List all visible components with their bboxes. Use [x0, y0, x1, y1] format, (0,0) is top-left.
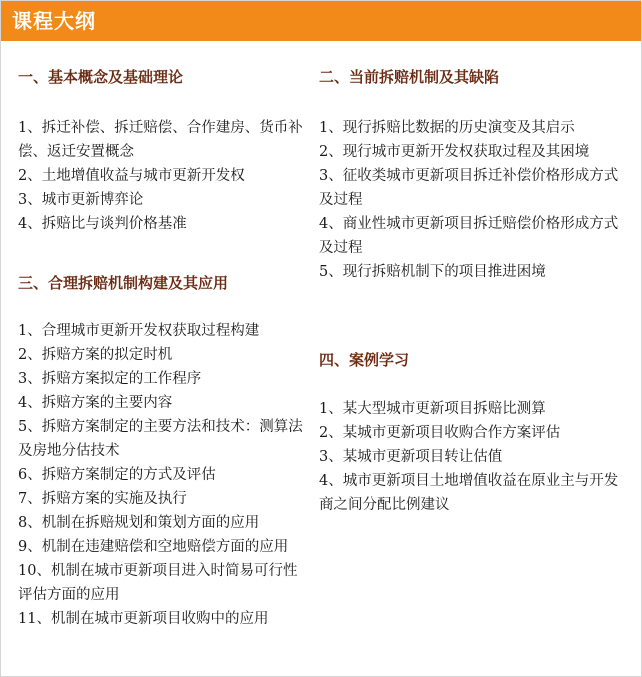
list-item: 2、拆赔方案的拟定时机 [18, 347, 173, 363]
section-reasonable-mechanism-list [18, 319, 308, 631]
list-item: 6、拆赔方案制定的方式及评估 [18, 467, 216, 483]
list-item: 3、城市更新博弈论 [18, 192, 144, 208]
section-title: 二、当前拆赔机制及其缺陷 [319, 68, 500, 86]
section-case-study [319, 348, 629, 372]
list-item: 1、某大型城市更新项目拆赔比测算 [319, 401, 546, 417]
list-item: 11、机制在城市更新项目收购中的应用 [18, 611, 269, 627]
list-item: 1、拆迁补偿、拆迁赔偿、合作建房、货币补偿、返迁安置概念 [18, 120, 303, 160]
section-basic-concepts [18, 65, 308, 89]
list-item: 1、合理城市更新开发权获取过程构建 [18, 323, 260, 339]
section-reasonable-mechanism [18, 271, 308, 295]
list-item: 5、拆赔方案制定的主要方法和技术：测算法及房地分估技术 [18, 419, 303, 459]
list-item: 4、城市更新项目土地增值收益在原业主与开发商之间分配比例建议 [319, 473, 619, 513]
list-item: 1、现行拆赔比数据的历史演变及其启示 [319, 120, 575, 136]
list-item: 8、机制在拆赔规划和策划方面的应用 [18, 515, 260, 531]
list-item: 4、商业性城市更新项目拆迁赔偿价格形成方式及过程 [319, 216, 619, 256]
list-item: 3、征收类城市更新项目拆迁补偿价格形成方式及过程 [319, 168, 619, 208]
list-item: 3、某城市更新项目转让估值 [319, 449, 503, 465]
list-item: 4、拆赔比与谈判价格基准 [18, 216, 187, 232]
list-item: 10、机制在城市更新项目进入时简易可行性评估方面的应用 [18, 563, 298, 603]
section-current-mechanism-list [319, 116, 629, 284]
list-item: 4、拆赔方案的主要内容 [18, 395, 173, 411]
header-bar [1, 1, 641, 41]
list-item: 9、机制在违建赔偿和空地赔偿方面的应用 [18, 539, 289, 555]
list-item: 2、现行城市更新开发权获取过程及其困境 [319, 144, 590, 160]
list-item: 5、现行拆赔机制下的项目推进困境 [319, 264, 546, 280]
list-item: 7、拆赔方案的实施及执行 [18, 491, 187, 507]
page-title: 课程大纲 [12, 9, 96, 33]
section-title: 三、合理拆赔机制构建及其应用 [18, 274, 229, 292]
section-case-study-list [319, 397, 629, 517]
section-title: 四、案例学习 [319, 351, 410, 369]
list-item: 2、土地增值收益与城市更新开发权 [18, 168, 245, 184]
section-basic-concepts-list [18, 116, 308, 236]
section-current-mechanism [319, 65, 629, 89]
list-item: 3、拆赔方案拟定的工作程序 [18, 371, 202, 387]
list-item: 2、某城市更新项目收购合作方案评估 [319, 425, 561, 441]
section-title: 一、基本概念及基础理论 [18, 68, 184, 86]
